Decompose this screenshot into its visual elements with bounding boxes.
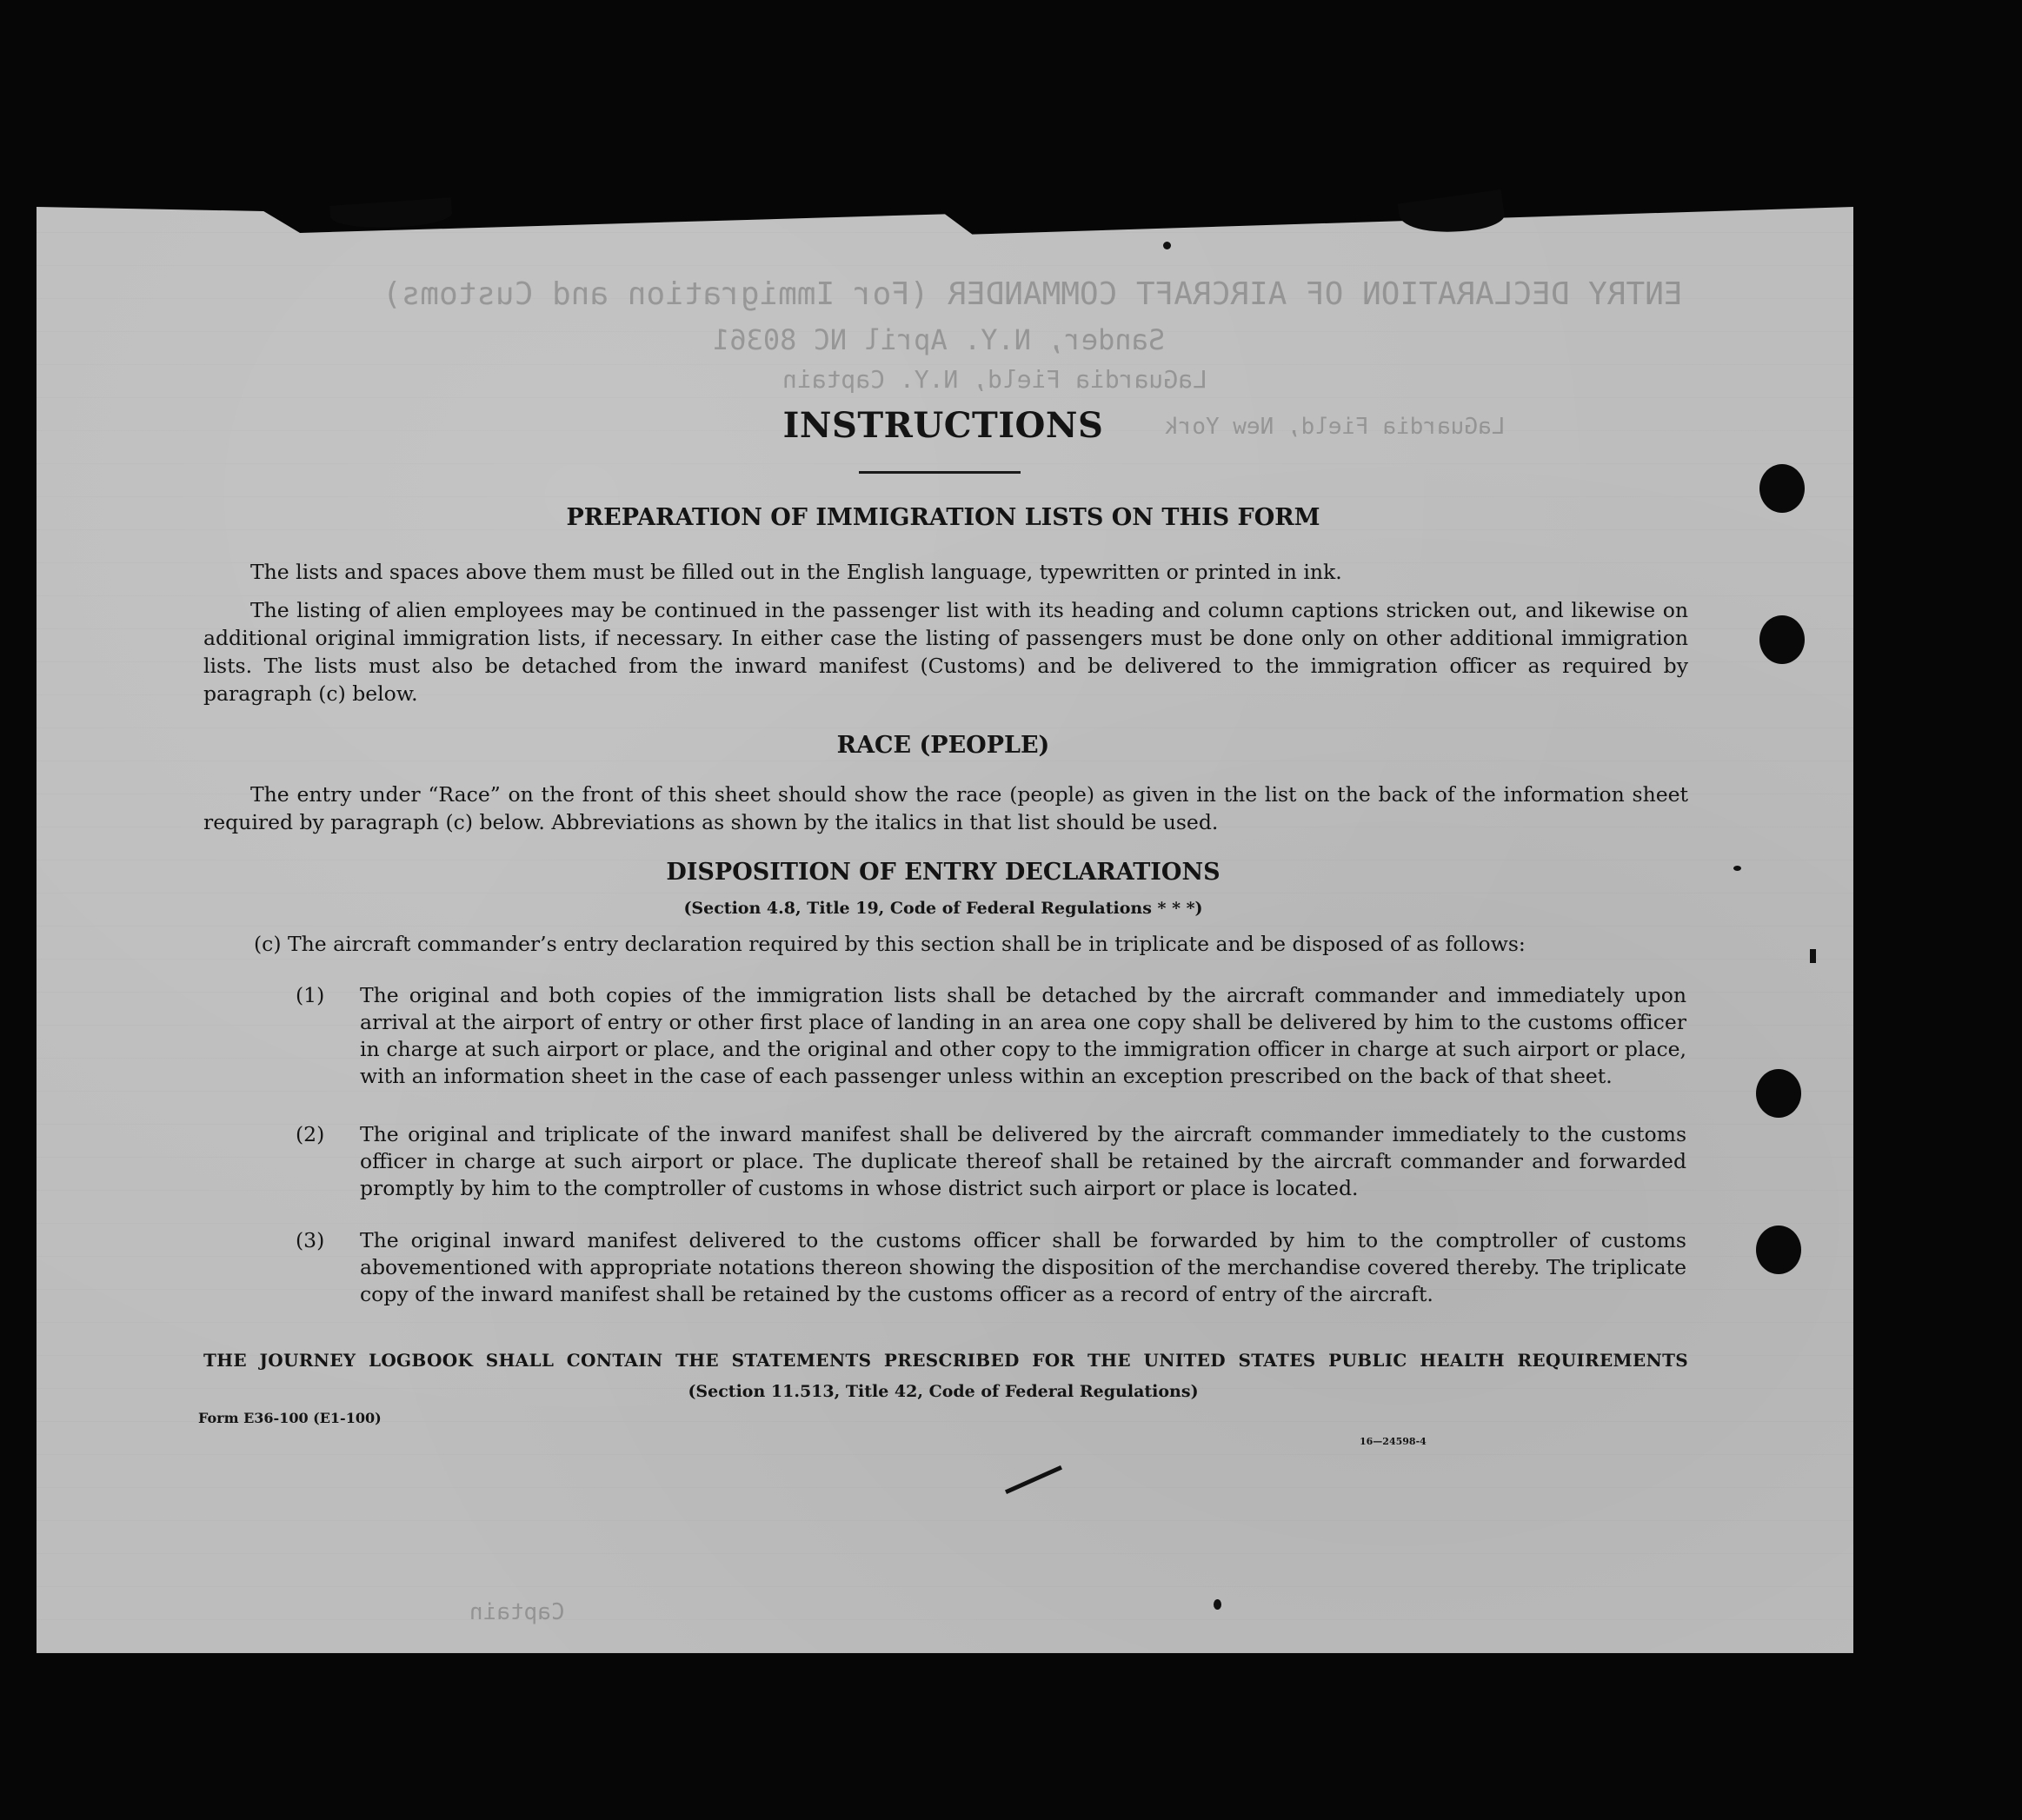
document-title: INSTRUCTIONS [782, 405, 1104, 446]
preparation-paragraph-2-text: The listing of alien employees may be continued in the passenger list with its heading and column captions stricken out, and likewise on additional original immigration lists, if necessary. In either case the listing of passengers must be done only on other additional immigration lists. The lists must also be detached from the inward manifest (Customs) and be delivered to the immigration officer as required by paragraph (c) below. [203, 598, 1688, 706]
item-number: (2) [296, 1122, 325, 1146]
bleed-through-line-5: Captain [469, 1599, 565, 1625]
disposition-heading: DISPOSITION OF ENTRY DECLARATIONS [666, 859, 1221, 886]
race-paragraph [203, 780, 1688, 836]
disposition-intro: (c) The aircraft commander’s entry declaration required by this section shall be in triplicate and be disposed of as follows: [254, 932, 1526, 956]
disposition-item-2 [296, 1121, 1686, 1202]
preparation-heading: PREPARATION OF IMMIGRATION LISTS ON THIS FORM [566, 504, 1320, 531]
item-text: The original inward manifest delivered to the customs officer shall be forwarded by him to the comptroller of customs abovementioned with appropriate notations thereon showing the disposition of the merchandise covered thereby. The triplicate copy of the inward manifest shall be retained by the customs officer as a record of entry of the aircraft. [360, 1228, 1686, 1306]
disposition-item-3 [296, 1227, 1686, 1308]
preparation-paragraph-2 [203, 596, 1688, 707]
race-paragraph-text: The entry under “Race” on the front of this sheet should show the race (people) as given in the list on the back of the information sheet required by paragraph (c) below. Abbreviations as shown by the italics in that list should be used. [203, 782, 1688, 834]
bleed-through-line-4: LaGuardia Field, New York [1165, 414, 1506, 440]
bleed-through-line-2: Sander, N.Y. April NC 80361 [713, 323, 1166, 356]
health-citation: (Section 11.513, Title 42, Code of Federal Regulations) [688, 1382, 1199, 1401]
item-number: (3) [296, 1228, 325, 1252]
item-text: The original and triplicate of the inward manifest shall be delivered by the aircraft commander immediately to the customs officer in charge at such airport or place. The duplicate thereof shall be retained by the aircraft commander and forwarded promptly by him to the comptroller of customs in whose district such airport or place is located. [360, 1122, 1686, 1200]
race-heading: RACE (PEOPLE) [836, 732, 1050, 759]
print-code: 16—24598-4 [1360, 1436, 1427, 1447]
bleed-through-line-1: ENTRY DECLARATION OF AIRCRAFT COMMANDER (For Immigration and Customs) [382, 276, 1683, 312]
item-text: The original and both copies of the immigration lists shall be detached by the aircraft commander and immediately upon arrival at the airport of entry or other first place of landing in an area one copy shall be delivered by him to the customs officer in charge at such airport or place, and the original and other copy to the immigration officer in charge at such airport or place, with an information sheet in the case of each passenger unless within an exception prescribed on the back of that sheet. [360, 983, 1686, 1088]
form-number: Form E36-100 (E1-100) [198, 1410, 382, 1426]
preparation-paragraph-1: The lists and spaces above them must be filled out in the English language, typewritten or printed in ink. [250, 560, 1342, 584]
disposition-item-1 [296, 982, 1686, 1090]
bleed-through-line-3: LaGuardia Field, N.Y. Captain [782, 365, 1207, 394]
item-number: (1) [296, 983, 325, 1007]
title-underline [859, 471, 1021, 474]
health-requirement: THE JOURNEY LOGBOOK SHALL CONTAIN THE STATEMENTS PRESCRIBED FOR THE UNITED STATES PUBLIC HEALTH REQUIREMENTS [203, 1350, 1688, 1371]
disposition-citation: (Section 4.8, Title 19, Code of Federal Regulations * * *) [683, 899, 1203, 918]
